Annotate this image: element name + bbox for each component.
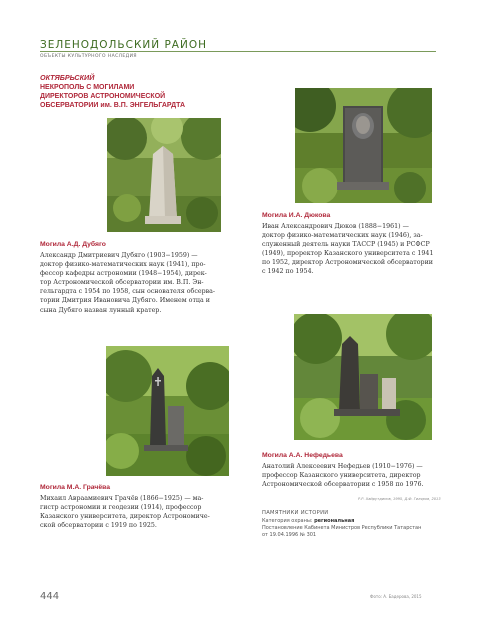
bio-line: (1949), проректор Казанского университета с 1941 [262,250,434,258]
dyukov-bio [262,222,442,277]
category-label: Категория охраны: [262,518,313,524]
grachev-bio [40,494,245,530]
grachev-grave-photo [106,346,229,476]
bio-line: Иван Александрович Дюков (1888−1961) — [262,223,409,230]
bio-line: Казанского университета, директор Астрономиче- [40,513,210,521]
page-number: 444 [40,591,60,602]
location-name: ОКТЯБРЬСКИЙ [40,73,95,82]
bio-line: служенный деятель науки ТАССР (1945) и РСФСР [262,241,430,249]
bio-line: по 1952, директор Астрономической обсерватории [262,259,433,267]
bio-line: сына Дубяго назван лунный кратер. [40,306,162,314]
photo-credit-note: Р.Р. Хайрутдинов, 1995, Д.Ф. Гиляров, 2013 [358,497,441,501]
bio-line: доктор физико-математических наук (1941), про- [40,261,206,269]
region-title: ЗЕЛЕНОДОЛЬСКИЙ РАЙОН [40,39,207,51]
bio-line: гистр астрономии и геодезии (1914), профессор [40,504,202,512]
bio-line: тории Дмитрия Ивановича Дубяго. Именем отца и [40,297,210,305]
bio-line: доктор физико-математических наук (1946), за- [262,232,423,240]
category-value: региональная [314,518,355,524]
bio-line: гельгардта с 1954 по 1958, сын основателя обсерва- [40,288,216,296]
dubyago-grave-title: Могила А.Д. Дубяго [40,241,106,248]
nefedyev-grave-title: Могила А.А. Нефедьева [262,452,343,459]
monument-details [262,518,452,540]
site-title-line: ОБСЕРВАТОРИИ им. В.П. ЭНГЕЛЬГАРДТА [40,102,186,109]
bio-line: Александр Дмитриевич Дубяго (1903−1959) — [40,252,198,259]
section-subtitle: ОБЪЕКТЫ КУЛЬТУРНОГО НАСЛЕДИЯ [40,54,137,59]
site-title-line: ДИРЕКТОРОВ АСТРОНОМИЧЕСКОЙ [40,93,166,100]
bio-line: ской обсерватории с 1919 по 1925. [40,522,157,530]
dubyago-grave-photo [107,118,221,232]
footer-photo-credit: Фото: А. Бадерова, 2015 [370,594,422,599]
decree-line: Постановление Кабинета Министров Республики Татарстан [262,525,422,532]
protection-category [262,518,452,525]
site-title-line: НЕКРОПОЛЬ С МОГИЛАМИ [40,84,135,91]
bio-line: Астрономической обсерватории с 1958 по 1976. [262,481,424,489]
bio-line: профессор Казанского университета, директор [262,472,421,480]
bio-line: с 1942 по 1954. [262,268,314,276]
site-title [40,83,230,110]
dubyago-bio [40,251,245,315]
decree-date: от 19.04.1996 № 301 [262,532,317,539]
monument-heading: ПАМЯТНИКИ ИСТОРИИ [262,510,329,516]
nefedyev-grave-photo [294,314,432,440]
header-divider [40,51,436,52]
bio-line: тор Астрономической обсерватории им. В.П. Эн- [40,279,204,287]
bio-line: Михаил Авраамиевич Грачёв (1866−1925) — ма- [40,495,204,502]
bio-line: Анатолий Алексеевич Нефедьев (1910−1976) — [262,463,423,470]
grachev-grave-title: Могила М.А. Грачёва [40,484,110,491]
nefedyev-bio [262,462,442,489]
dyukov-grave-title: Могила И.А. Дюкова [262,212,331,219]
bio-line: фессор кафедры астрономии (1948−1954), дирек- [40,270,207,278]
dyukov-grave-photo [295,88,432,203]
